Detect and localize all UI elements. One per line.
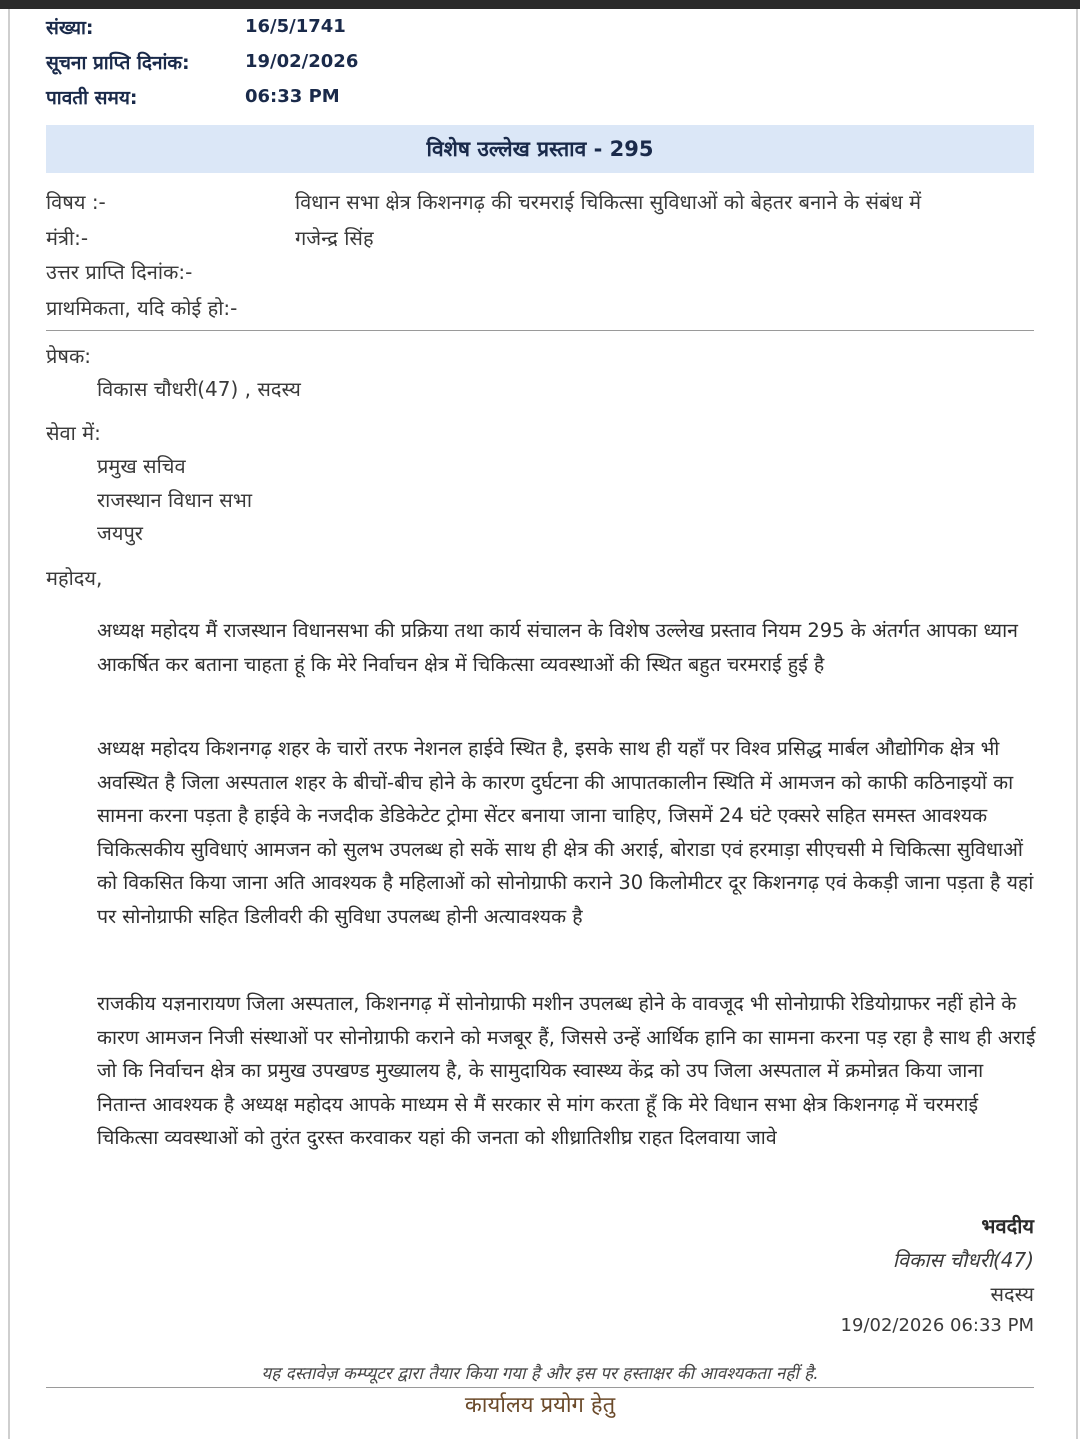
recipient-line2: राजस्थान विधान सभा xyxy=(97,488,252,512)
body-paragraph: अध्यक्ष महोदय मैं राजस्थान विधानसभा की प्रक्रिया तथा कार्य संचालन के विशेष उल्लेख प्रस्ताव नियम 295 के अंतर्गत आपका ध्यान आकर्षित कर बताना चाहता हूं कि मेरे निर्वाचन क्षेत्र में चिकित्सा व्यवस्थाओं की स्थित बहुत चरमराई हुई है xyxy=(97,619,1018,676)
document-page xyxy=(8,9,1078,1439)
priority-label: प्राथमिकता, यदि कोई हो:- xyxy=(46,296,238,320)
salutation: महोदय, xyxy=(46,566,103,590)
office-use-label: कार्यालय प्रयोग हेतु xyxy=(464,1393,616,1418)
recipient-line1: प्रमुख सचिव xyxy=(97,454,186,478)
body-paragraph: राजकीय यज्ञनारायण जिला अस्पताल, किशनगढ़ में सोनोग्राफी मशीन उपलब्ध होने के वावजूद भी सोनोग्राफी रेडियोग्राफर नहीं होने के कारण आमजन निजी संस्थाओं पर सोनोग्राफी कराने को मजबूर हैं, जिससे उन्हें आर्थिक हानि का सामना करना पड़ रहा है साथ ही अराई जो कि निर्वाचन क्षेत्र का प्रमुख उपखण्ड मुख्यालय है, के सामुदायिक स्वास्थ्य केंद्र को उप जिला अस्पताल में क्रमोन्नत किया जाना नितान्त आवश्यक है अध्यक्ष महोदय आपके माध्यम से मैं सरकार से मांग करता हूँ कि मेरे विधान सभा क्षेत्र किशनगढ़ में चरमराई चिकित्सा व्यवस्थाओं को तुरंत दुरस्त करवाकर यहां की जनता को शीध्रातिशीघ्र राहत दिलवाया जावे xyxy=(97,992,1036,1149)
top-bar xyxy=(0,0,1080,9)
minister-value: गजेन्द्र सिंह xyxy=(295,226,374,250)
reply-date-label: उत्तर प्राप्ति दिनांक:- xyxy=(46,260,193,284)
footer-divider xyxy=(46,1387,1034,1388)
divider xyxy=(46,330,1034,331)
subject-label: विषय :- xyxy=(46,190,106,214)
received-date-label: सूचना प्राप्ति दिनांक: xyxy=(46,52,190,74)
receipt-time-value: 06:33 PM xyxy=(245,86,340,107)
recipient-label: सेवा में: xyxy=(46,421,101,445)
number-value: 16/5/1741 xyxy=(245,16,346,37)
received-date-value: 19/02/2026 xyxy=(245,51,359,72)
closing: भवदीय xyxy=(981,1214,1034,1238)
sender-name: विकास चौधरी(47) , सदस्य xyxy=(97,377,301,401)
sender-label: प्रेषक: xyxy=(46,344,92,368)
signatory-role: सदस्य xyxy=(990,1282,1034,1306)
document-title: विशेष उल्लेख प्रस्ताव - 295 xyxy=(46,125,1034,173)
recipient-line3: जयपुर xyxy=(97,521,143,545)
number-label: संख्या: xyxy=(46,17,94,39)
signatory-name: विकास चौधरी(47) xyxy=(892,1248,1034,1272)
subject-value: विधान सभा क्षेत्र किशनगढ़ की चरमराई चिकित्सा सुविधाओं को बेहतर बनाने के संबंध में xyxy=(295,190,922,214)
receipt-time-label: पावती समय: xyxy=(46,87,138,109)
computer-generated-note: यह दस्तावेज़ कम्प्यूटर द्वारा तैयार किया गया है और इस पर हस्ताक्षर की आवश्यकता नहीं है. xyxy=(261,1364,819,1384)
minister-label: मंत्री:- xyxy=(46,226,89,250)
signature-datetime: 19/02/2026 06:33 PM xyxy=(840,1315,1034,1336)
body-paragraph: अध्यक्ष महोदय किशनगढ़ शहर के चारों तरफ नेशनल हाईवे स्थित है, इसके साथ ही यहाँ पर विश्व प्रसिद्ध मार्बल औद्योगिक क्षेत्र भी अवस्थित है जिला अस्पताल शहर के बीचों-बीच होने के कारण दुर्घटना की आपातकालीन स्थिति में आमजन को काफी कठिनाइयों का सामना करना पड़ता है हाईवे के नजदीक डेडिकेटेट ट्रोमा सेंटर बनाया जाना चाहिए, जिसमें 24 घंटे एक्सरे सहित समस्त आवश्यक चिकित्सकीय सुविधाएं आमजन को सुलभ उपलब्ध हो सकें साथ ही क्षेत्र की अराई, बोराडा एवं हरमाड़ा सीएचसी मे चिकित्सा सुविधाओं को विकसित किया जाना अति आवश्यक है महिलाओं को सोनोग्राफी कराने 30 किलोमीटर दूर किशनगढ़ एवं केकड़ी जाना पड़ता है यहां पर सोनोग्राफी सहित डिलीवरी की सुविधा उपलब्ध होनी अत्यावश्यक है xyxy=(97,737,1034,928)
